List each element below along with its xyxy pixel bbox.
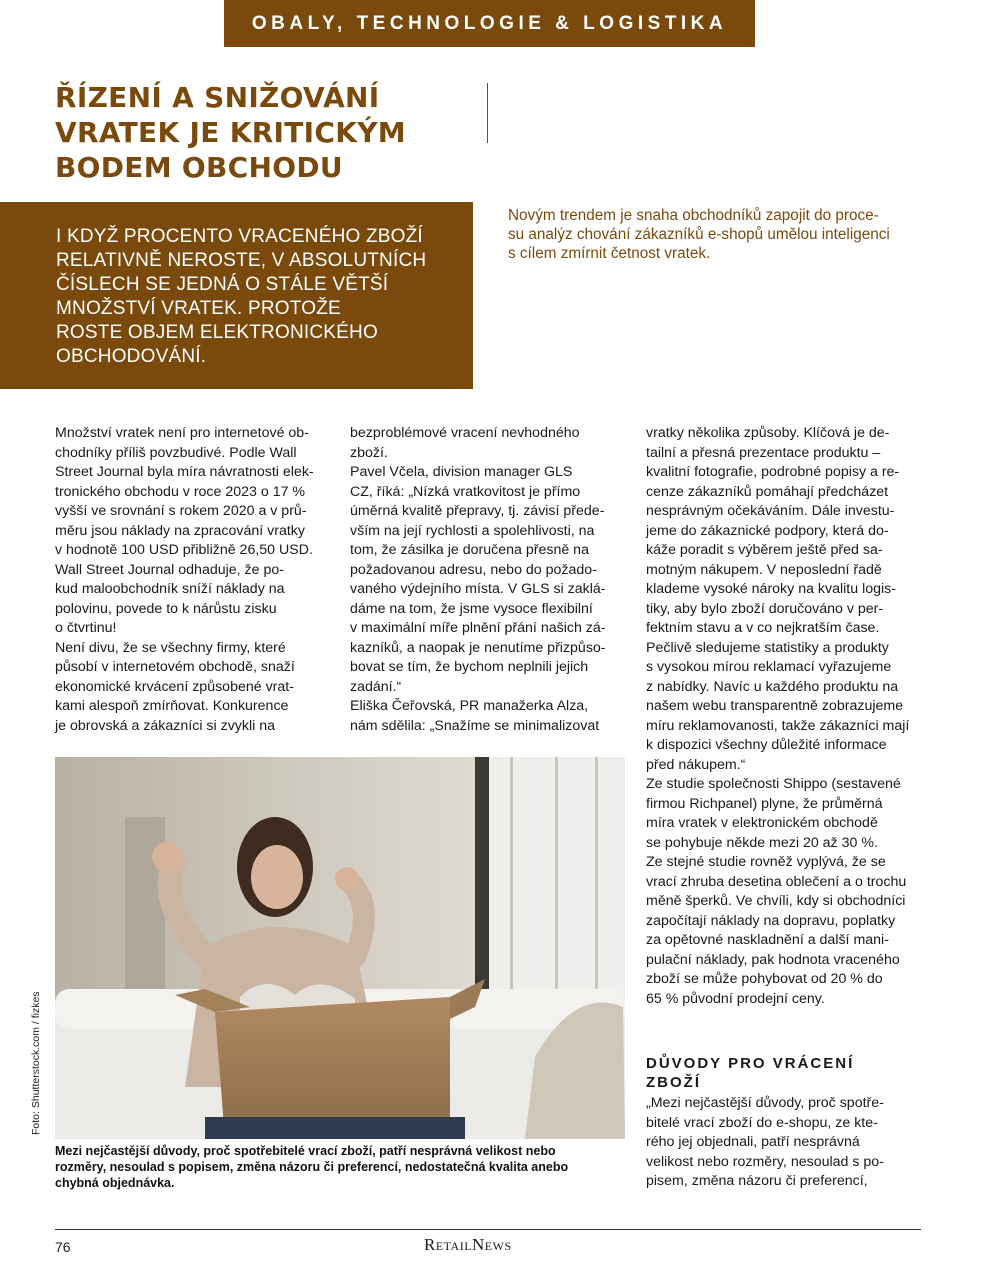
body-line: bovat se tím, že bychom neplnili jejich [350, 659, 589, 675]
body-line: bitelé vrací zboží do e-shopu, ze kte- [646, 1114, 878, 1131]
footer-rule [55, 1229, 921, 1230]
body-line: chodníky příliš povzbudivé. Podle Wall [55, 444, 297, 461]
title-line: BODEM OBCHODU [55, 151, 343, 184]
body-line: káže poradit s výběrem ještě před sa- [646, 542, 883, 558]
body-line: kami alespoň zmírňovat. Konkurence [55, 698, 289, 714]
body-line: měru jsou náklady na zpracování vratky [55, 522, 305, 539]
body-line: bezproblémové vracení nevhodného [350, 425, 580, 441]
body-line: tiky, aby bylo zboží doručováno v per- [646, 600, 884, 617]
body-line: „Mezi nejčastější důvody, proč spotře- [646, 1095, 884, 1111]
side-quote-line: su analýz chování zákazníků e-shopů umělou inteligenci [508, 226, 890, 243]
page-number: 76 [55, 1239, 71, 1255]
body-line: za opětovné naskladnění a další mani- [646, 932, 889, 948]
body-line: Množství vratek není pro internetové ob- [55, 425, 309, 441]
body-line: vším na její rychlosti a spolehlivosti, na [350, 522, 595, 539]
body-line: v hodnotě 100 USD přibližně 26,50 USD. [55, 542, 313, 558]
lead-line: I KDYŽ PROCENTO VRACENÉHO ZBOŽÍ [56, 226, 423, 247]
body-line: firmou Richpanel) plyne, že průměrná [646, 795, 883, 812]
body-line: pulační náklady, pak hodnota vraceného [646, 951, 900, 968]
body-line: velikost nebo rozměry, nesoulad s po- [646, 1153, 884, 1170]
body-line: s vysokou mírou reklamací vyřazujeme [646, 659, 892, 675]
body-column-1 [55, 424, 330, 736]
title-line: VRATEK JE KRITICKÝM [55, 116, 406, 149]
publication-logo: RetailNews [424, 1235, 512, 1254]
lead-box [0, 202, 473, 389]
body-line: kazníků, a naopak je nenutíme přizpůso- [350, 639, 606, 656]
body-line: o čtvrtinu! [55, 620, 117, 636]
body-line: požadovanou adresu, nebo do požado- [350, 561, 597, 578]
caption-line: chybná objednávka. [55, 1176, 175, 1190]
body-line: Pečlivě sledujeme statistiky a produkty [646, 639, 889, 656]
subheading-line: ZBOŽÍ [646, 1074, 701, 1091]
body-line: kud maloobchodník sníží náklady na [55, 581, 285, 597]
body-line: nám sdělila: „Snažíme se minimalizovat [350, 717, 600, 734]
body-line: zboží. [350, 444, 388, 461]
body-line: cenze zákazníků pomáhají předcházet [646, 483, 889, 500]
body-line: Wall Street Journal odhaduje, že po- [55, 561, 284, 578]
body-line: Street Journal byla míra návratnosti elek- [55, 464, 314, 480]
body-line: z nabídky. Navíc u každého produktu na [646, 678, 899, 695]
side-quote-line: Novým trendem je snaha obchodníků zapojit do proce- [508, 207, 879, 224]
lead-line: ČÍSLECH SE JEDNÁ O STÁLE VĚTŠÍ [56, 274, 389, 295]
section-band-label: OBALY, TECHNOLOGIE & LOGISTIKA [251, 12, 728, 34]
body-line: ekonomické krvácení způsobené vrat- [55, 678, 294, 695]
title-divider [487, 83, 488, 143]
section-subheading [646, 1054, 854, 1092]
side-quote-line: s cílem zmírnit četnost vratek. [508, 245, 711, 262]
body-line: Ze studie společnosti Shippo (sestavené [646, 776, 901, 792]
body-line: k dispozici všechny důležité informace [646, 737, 887, 753]
body-line: motným nákupem. V neposlední řadě [646, 561, 882, 578]
body-line: se pohybuje někde mezi 20 až 30 %. [646, 834, 878, 851]
body-line: pisem, změna názoru či preferencí, [646, 1173, 868, 1189]
body-line: úměrná kvalitě přepravy, tj. závisí přede- [350, 503, 605, 519]
body-line: Není divu, že se všechny firmy, které [55, 639, 286, 656]
body-line: vaného výdejního místa. V GLS si zaklá- [350, 581, 606, 597]
body-line: Eliška Čeřovská, PR manažerka Alza, [350, 698, 589, 714]
body-line: polovinu, povede to k nárůstu zisku [55, 600, 277, 617]
caption-line: Mezi nejčastější důvody, proč spotřebitelé vrací zboží, patří nesprávná velikost nebo [55, 1144, 556, 1158]
body-line: 65 % původní prodejní ceny. [646, 990, 825, 1007]
body-column-2 [350, 424, 625, 736]
caption-line: rozměry, nesoulad s popisem, změna názoru či preferencí, nedostatečná kvalita anebo [55, 1160, 569, 1174]
lead-line: OBCHODOVÁNÍ. [56, 346, 207, 367]
body-line: nesprávným očekáváním. Dále investu- [646, 503, 895, 519]
body-line: vratky několika způsoby. Klíčová je de- [646, 425, 890, 441]
body-line: vyšší ve srovnání s rokem 2020 a v prů- [55, 503, 307, 519]
body-line: jeme do zákaznické podpory, která do- [646, 522, 889, 539]
body-line: Pavel Včela, division manager GLS [350, 464, 573, 480]
body-line: započítají náklady na dopravu, poplatky [646, 912, 896, 929]
body-line: našem webu transparentně zobrazujeme [646, 698, 904, 714]
body-line: míra vratek v elektronickém obchodě [646, 815, 878, 831]
subheading-line: DŮVODY PRO VRÁCENÍ [646, 1055, 855, 1072]
body-line: tailní a přesná prezentace produktu – [646, 444, 881, 461]
body-line: tronického obchodu v roce 2023 o 17 % [55, 483, 306, 500]
body-line: kvalitní fotografie, podrobné popisy a re- [646, 464, 900, 480]
body-line: před nákupem.“ [646, 756, 746, 773]
body-column-3-continued [646, 1094, 921, 1192]
side-quote [508, 206, 938, 263]
body-column-3 [646, 424, 921, 1009]
photo-credit: Foto: Shutterstock.com / fizkes [30, 991, 42, 1135]
body-line: zadání.“ [350, 678, 402, 695]
lead-line: MNOŽSTVÍ VRATEK. PROTOŽE [56, 298, 341, 319]
body-line: tom, že zásilka je doručena přesně na [350, 542, 589, 558]
photo-caption [55, 1143, 625, 1191]
body-line: CZ, říká: „Nízká vratkovitost je přímo [350, 483, 581, 500]
lead-line: ROSTE OBJEM ELEKTRONICKÉHO [56, 322, 378, 343]
article-title [55, 80, 475, 185]
body-line: působí v internetovém obchodě, snaží [55, 659, 295, 675]
body-line: je obrovská a zákazníci si zvykli na [55, 717, 275, 734]
body-line: měně šperků. Ve chvíli, kdy si obchodníci [646, 893, 906, 909]
body-line: Ze stejné studie rovněž vyplývá, že se [646, 854, 886, 870]
article-photo [55, 757, 625, 1139]
body-line: zboží se může pohybovat od 20 % do [646, 971, 883, 987]
body-line: v maximální míře plnění přání našich zá- [350, 620, 606, 636]
title-line: ŘÍZENÍ A SNIŽOVÁNÍ [55, 81, 380, 114]
body-line: klademe vysoké nároky na kvalitu logis- [646, 581, 896, 597]
lead-line: RELATIVNĚ NEROSTE, V ABSOLUTNÍCH [56, 250, 427, 271]
body-line: fektním stavu a v co nejkratším čase. [646, 620, 880, 636]
body-line: dáme na tom, že jsme vysoce flexibilní [350, 600, 593, 617]
section-band [224, 0, 755, 47]
body-line: rého jej objednali, patří nesprávná [646, 1134, 860, 1150]
body-line: míru reklamovanosti, takže zákazníci mají [646, 717, 910, 734]
photo-illustration [55, 757, 625, 1139]
body-line: vrací zhruba desetina oblečení a o trochu [646, 873, 907, 890]
